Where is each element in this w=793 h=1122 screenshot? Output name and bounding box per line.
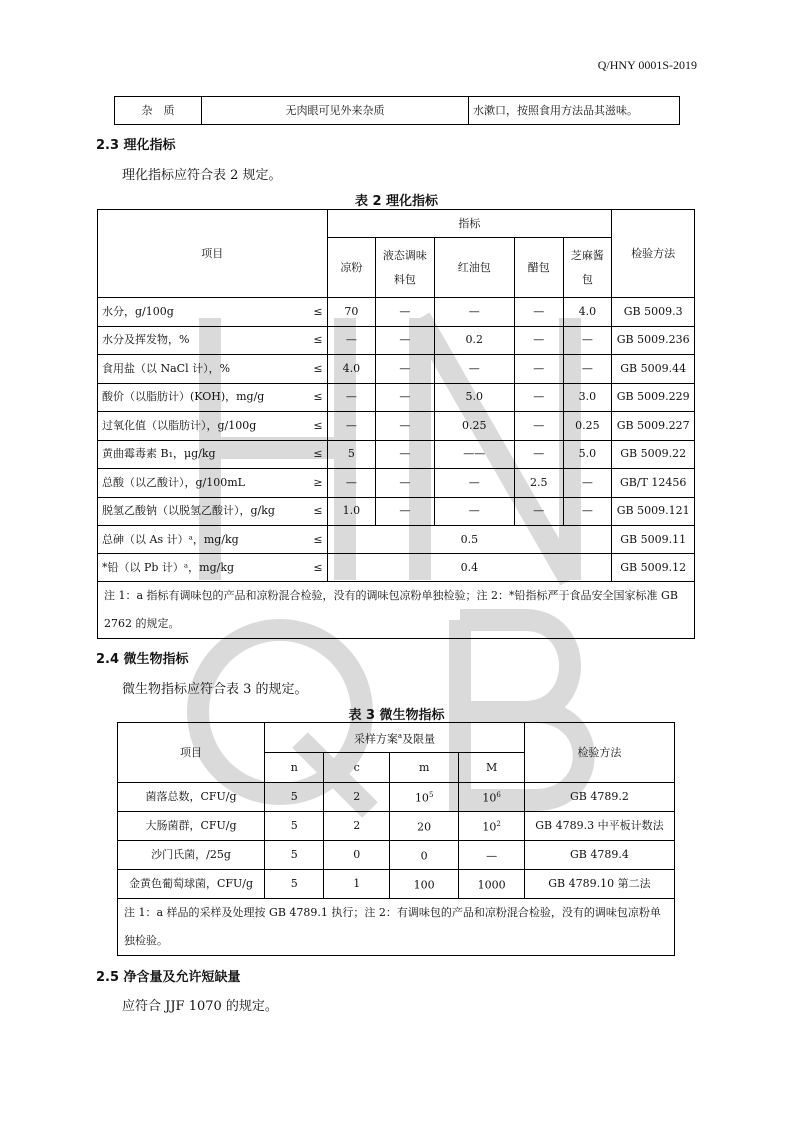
item-cell: 杂 质 [115, 97, 202, 125]
table3-n: 5 [265, 870, 324, 899]
table2-row-name: 黄曲霉毒素 B₁，μg/kg ≤ [98, 440, 328, 469]
table2-col-header: 红油包 [434, 238, 514, 298]
table2-value: — [376, 383, 434, 412]
table2-note: 注 1：a 指标有调味包的产品和凉粉混合检验，没有的调味包凉粉单独检验；注 2：*铅指标严于食品安全国家标准 GB 2762 的规定。 [98, 582, 695, 639]
document-number: Q/HNY 0001S-2019 [597, 58, 697, 72]
table2-value: — [376, 326, 434, 355]
table2-method: GB 5009.121 [612, 497, 695, 526]
table3-method: GB 4789.2 [524, 783, 674, 812]
table2-method: GB/T 12456 [612, 469, 695, 498]
table2-col-header: 醋包 [514, 238, 563, 298]
table2-row-name: 酸价（以脂肪计）(KOH)，mg/g ≤ [98, 383, 328, 412]
table2-row [98, 497, 695, 526]
table3 [117, 722, 675, 956]
table2-value: 5 [327, 440, 376, 469]
table3-row [118, 841, 675, 870]
table2-value: 0.25 [434, 412, 514, 441]
section-title-2-4: 2.4 微生物指标 [96, 652, 189, 667]
table2-head-method: 检验方法 [612, 210, 695, 298]
table2-value: 5.0 [434, 383, 514, 412]
table2-head-item: 项目 [98, 210, 328, 298]
table3-row-name: 沙门氏菌，/25g [118, 841, 265, 870]
table2-value: 4.0 [327, 355, 376, 384]
table2-value: — [563, 355, 612, 384]
table2-caption: 表 2 理化指标 [354, 194, 439, 209]
table2-value: 3.0 [563, 383, 612, 412]
table3-c: 2 [324, 783, 389, 812]
section-text-2-3: 理化指标应符合表 2 规定。 [122, 168, 282, 183]
table2 [97, 209, 695, 639]
table3-m: 0 [389, 841, 458, 870]
table2-row-name: 过氧化值（以脂肪计），g/100g ≤ [98, 412, 328, 441]
table2-method: GB 5009.22 [612, 440, 695, 469]
section-text-2-4: 微生物指标应符合表 3 的规定。 [122, 682, 308, 697]
table3-note: 注 1：a 样品的采样及处理按 GB 4789.1 执行；注 2：有调味包的产品和凉粉混合检验，没有的调味包凉粉单独检验。 [118, 899, 675, 956]
table2-value: — [376, 440, 434, 469]
table3-col-header: M [459, 753, 524, 783]
table2-merged-method: GB 5009.11 [612, 526, 695, 554]
table2-value: — [514, 326, 563, 355]
table3-c: 0 [324, 841, 389, 870]
table2-col-header: 芝麻酱包 [563, 238, 612, 298]
table3-c: 2 [324, 812, 389, 841]
table2-col-header: 液态调味料包 [376, 238, 434, 298]
table2-value: — [563, 497, 612, 526]
table3-M: — [459, 841, 524, 870]
table2-value: — [434, 355, 514, 384]
table3-n: 5 [265, 783, 324, 812]
table2-merged-row-name: *铅（以 Pb 计）ᵃ，mg/kg ≤ [98, 554, 328, 582]
table3-method: GB 4789.10 第二法 [524, 870, 674, 899]
table3-n: 5 [265, 812, 324, 841]
requirement-cell: 无肉眼可见外来杂质 [202, 97, 469, 125]
table3-head-method: 检验方法 [524, 723, 674, 783]
table2-row [98, 355, 695, 384]
table3-row-name: 金黄色葡萄球菌，CFU/g [118, 870, 265, 899]
table3-row-name: 菌落总数，CFU/g [118, 783, 265, 812]
table2-value: 0.25 [563, 412, 612, 441]
table3-m: 20 [389, 812, 458, 841]
table2-value: 5.0 [563, 440, 612, 469]
table3-n: 5 [265, 841, 324, 870]
table2-value: — [376, 412, 434, 441]
table2-row-name: 水分及挥发物，% ≤ [98, 326, 328, 355]
table3-M: $10^2$ [459, 812, 524, 841]
table2-row [98, 383, 695, 412]
section-title-2-3: 2.3 理化指标 [96, 138, 176, 153]
table3-row [118, 812, 675, 841]
section-title-2-5: 2.5 净含量及允许短缺量 [96, 970, 241, 985]
table2-merged-method: GB 5009.12 [612, 554, 695, 582]
sensory-table-continued [114, 96, 680, 125]
table2-value: —— [434, 440, 514, 469]
table3-row [118, 870, 675, 899]
table2-method: GB 5009.227 [612, 412, 695, 441]
table2-value: — [514, 440, 563, 469]
table2-value: — [563, 326, 612, 355]
table2-value: — [327, 412, 376, 441]
table2-value: 1.0 [327, 497, 376, 526]
table2-value: 4.0 [563, 298, 612, 327]
table2-value: — [434, 298, 514, 327]
table2-col-header: 凉粉 [327, 238, 376, 298]
table2-head-indicator: 指标 [327, 210, 612, 238]
table3-M: $10^6$ [459, 783, 524, 812]
table2-row [98, 298, 695, 327]
table2-merged-value: 0.5 [327, 526, 612, 554]
table2-value: — [434, 497, 514, 526]
table2-value: — [327, 326, 376, 355]
table2-value: — [514, 298, 563, 327]
table3-col-header: c [324, 753, 389, 783]
table2-value: — [514, 383, 563, 412]
table2-row-name: 总酸（以乙酸计），g/100mL ≥ [98, 469, 328, 498]
table2-value: — [434, 469, 514, 498]
table2-value: — [327, 469, 376, 498]
table2-row-name: 食用盐（以 NaCl 计），% ≤ [98, 355, 328, 384]
table2-value: 70 [327, 298, 376, 327]
table3-method: GB 4789.3 中平板计数法 [524, 812, 674, 841]
table2-row [98, 469, 695, 498]
table3-row [118, 783, 675, 812]
table2-row [98, 440, 695, 469]
table2-value: — [563, 469, 612, 498]
table3-M: 1000 [459, 870, 524, 899]
table2-value: — [514, 355, 563, 384]
table2-value: — [327, 383, 376, 412]
table2-row [98, 412, 695, 441]
table2-merged-row-name: 总砷（以 As 计）ᵃ，mg/kg ≤ [98, 526, 328, 554]
table2-value: — [376, 469, 434, 498]
table2-method: GB 5009.236 [612, 326, 695, 355]
table2-row-name: 脱氢乙酸钠（以脱氢乙酸计），g/kg ≤ [98, 497, 328, 526]
table3-row-name: 大肠菌群，CFU/g [118, 812, 265, 841]
table3-head-item: 项目 [118, 723, 265, 783]
table3-col-header: n [265, 753, 324, 783]
table3-caption: 表 3 微生物指标 [348, 708, 445, 723]
table3-col-header: m [389, 753, 458, 783]
table2-method: GB 5009.44 [612, 355, 695, 384]
table3-m: $10^5$ [389, 783, 458, 812]
table2-value: — [376, 355, 434, 384]
table2-value: — [376, 298, 434, 327]
table2-row-name: 水分，g/100g ≤ [98, 298, 328, 327]
section-text-2-5: 应符合 JJF 1070 的规定。 [122, 999, 278, 1014]
table2-value: 2.5 [514, 469, 563, 498]
method-cell: 水漱口，按照食用方法品其滋味。 [469, 97, 680, 125]
table3-head-sampling: 采样方案$^a$及限量 [265, 723, 525, 753]
table3-method: GB 4789.4 [524, 841, 674, 870]
table2-method: GB 5009.229 [612, 383, 695, 412]
table2-value: — [376, 497, 434, 526]
table2-value: — [514, 412, 563, 441]
table3-c: 1 [324, 870, 389, 899]
table2-value: — [514, 497, 563, 526]
table2-method: GB 5009.3 [612, 298, 695, 327]
table3-m: 100 [389, 870, 458, 899]
table2-merged-value: 0.4 [327, 554, 612, 582]
table2-row [98, 326, 695, 355]
table2-value: 0.2 [434, 326, 514, 355]
